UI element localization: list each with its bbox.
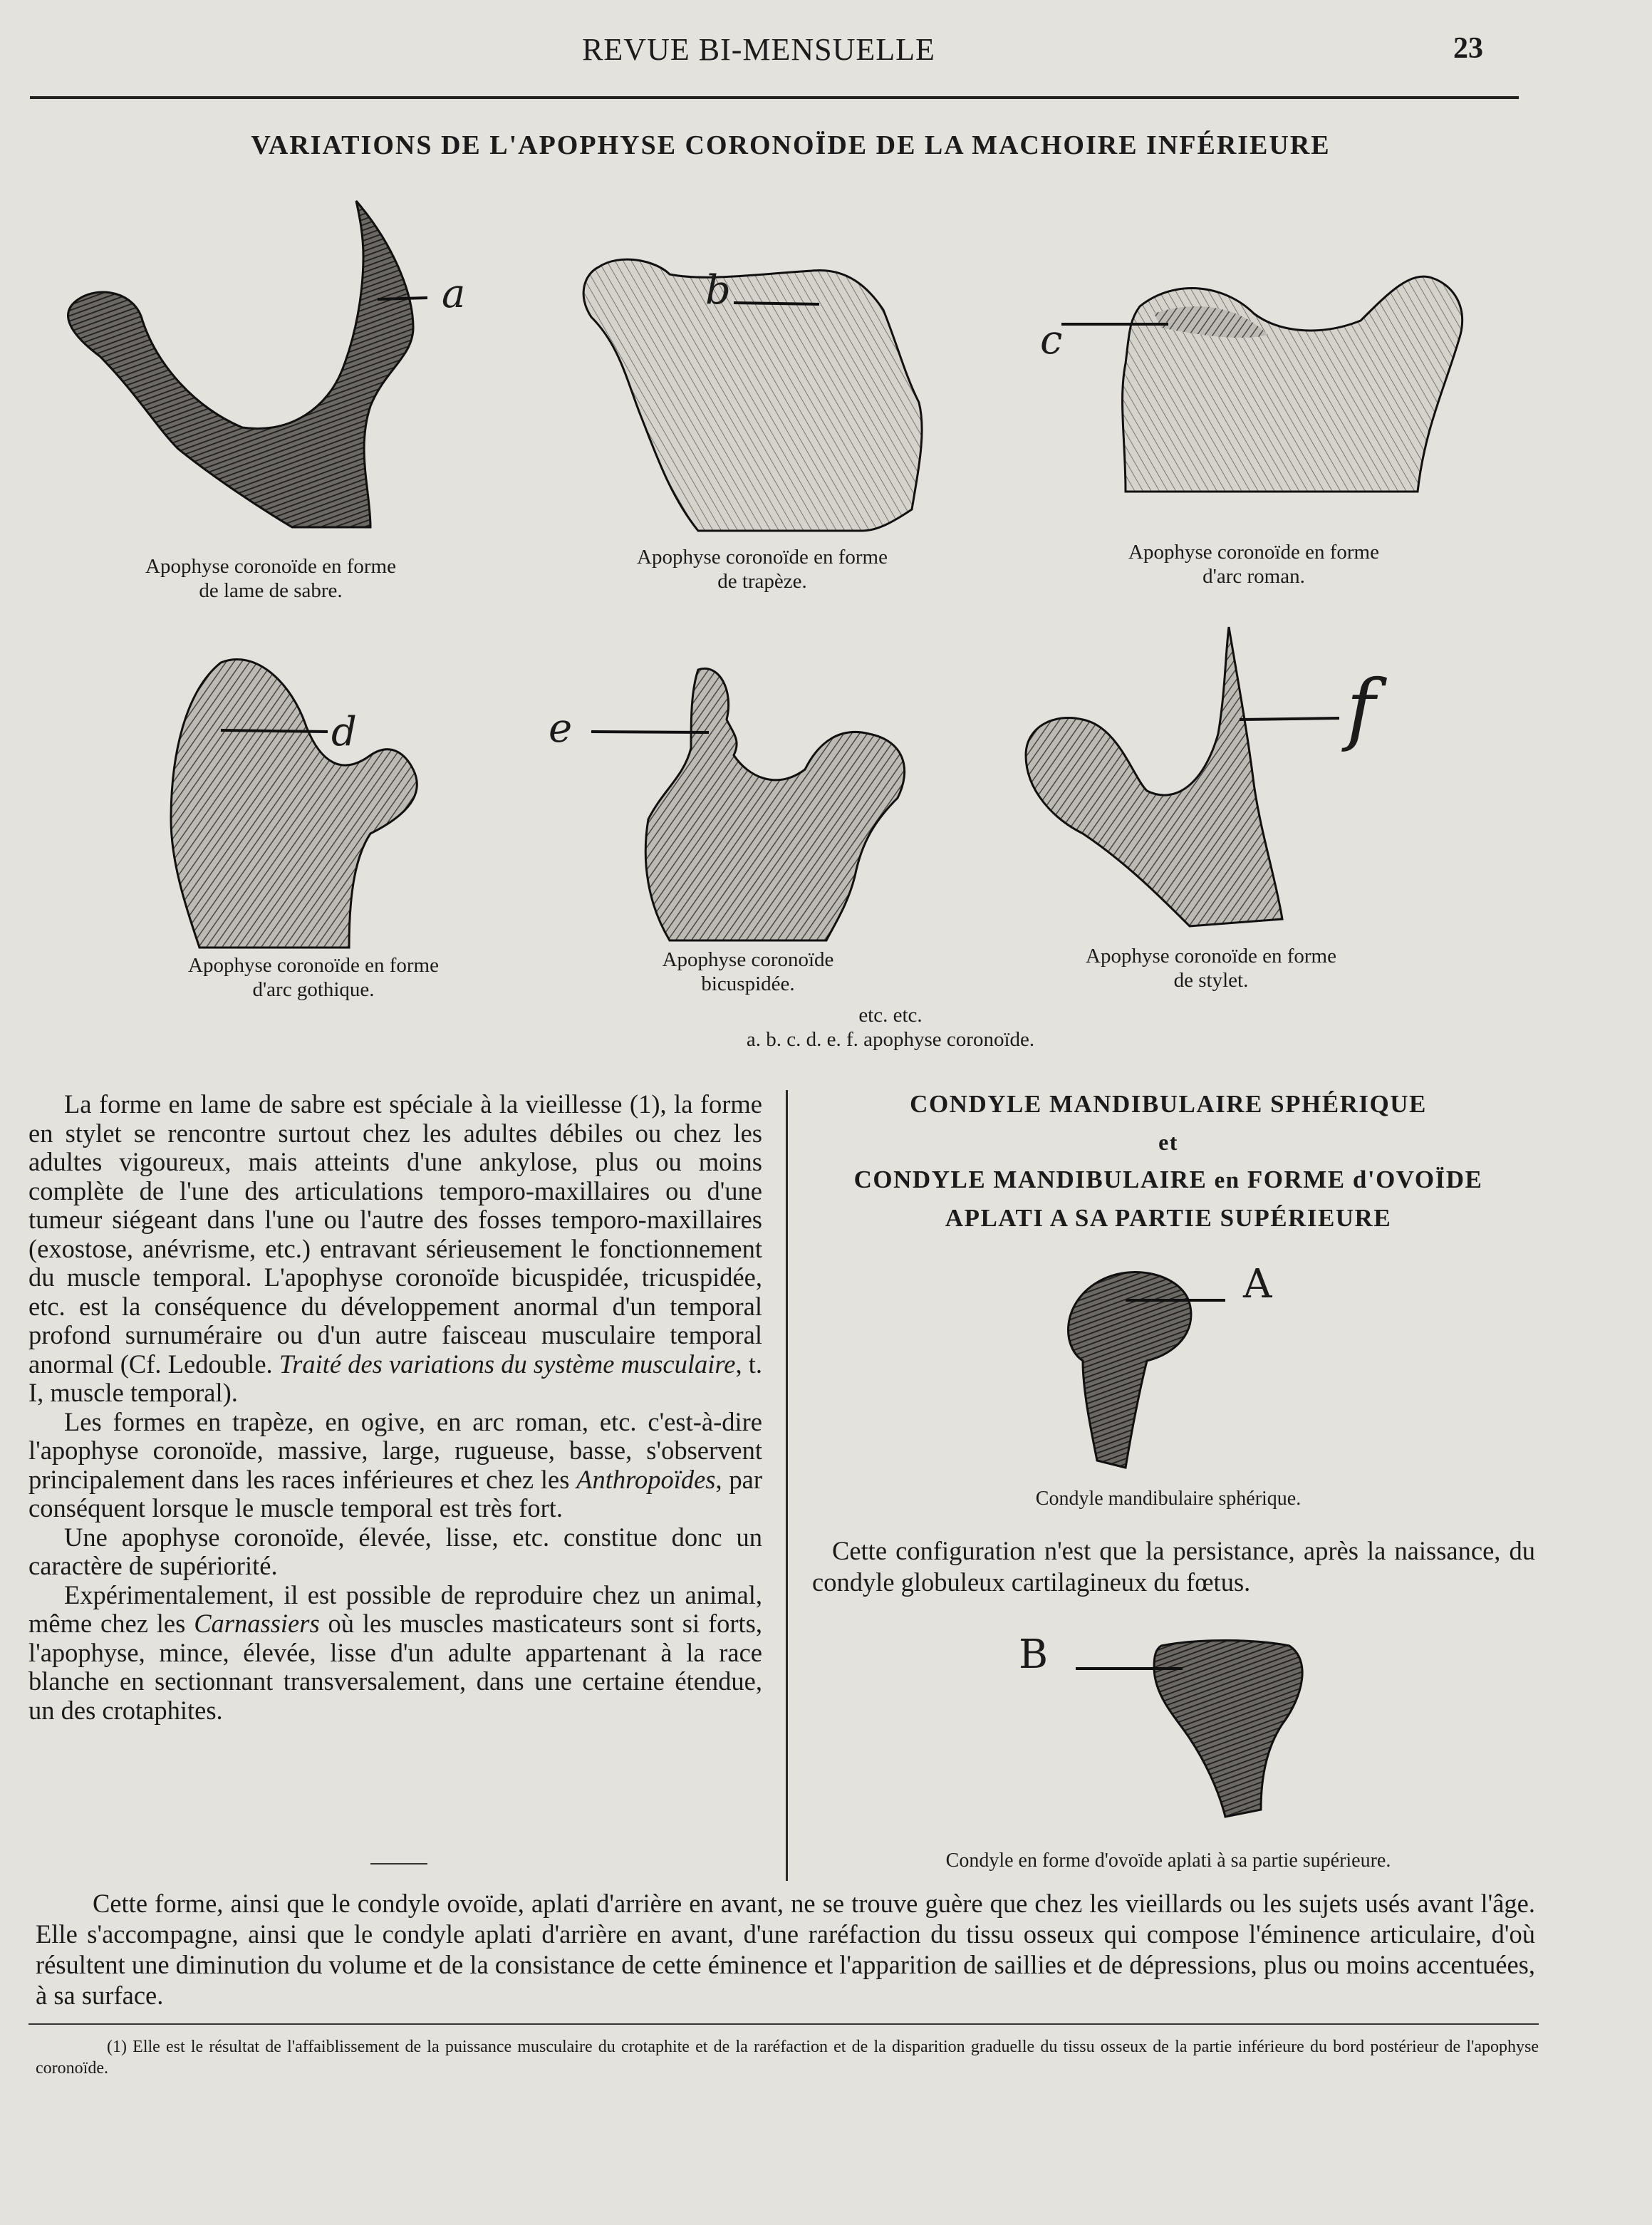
right-title-line1: CONDYLE MANDIBULAIRE SPHÉRIQUE [910,1090,1427,1118]
right-title-line2: et [1158,1129,1178,1155]
footnote-text: (1) Elle est le résultat de l'affaiblissement de la puissance musculaire du crotaphite et de la raréfaction et de la disparition graduelle du tissu osseux de la partie inférieure du bord postérieur de l'apophyse coronoïde. [36,2038,1539,2078]
figure-f-stylet [1012,620,1453,933]
text: où les muscles masticateurs sont si forts, l'apophyse, mince, élevée, lisse d'un adulte appartenant à la race blanche en sectionnant transversalement, dans une certaine étendue, un des crotaphites. [28,1609,763,1725]
figure-e-letter: e [549,705,573,752]
figure-c-arc-roman [1040,256,1482,527]
paragraph [28,1090,762,1408]
figure-condyle-A [1054,1261,1272,1475]
text: , t. I, muscle temporal). [28,1349,762,1407]
left-column [28,1090,762,1725]
caption-line: Apophyse coronoïde [662,948,834,971]
right-title-line4: APLATI A SA PARTIE SUPÉRIEURE [945,1204,1392,1232]
footnote [36,2036,1539,2079]
running-title: REVUE BI-MENSUELLE [582,32,935,67]
figure-e-caption [563,948,933,996]
caption-line: Apophyse coronoïde en forme [188,954,439,977]
caption-line: d'arc gothique. [252,978,375,1001]
figure-a-caption [85,554,456,603]
caption-line: Apophyse coronoïde en forme [1086,945,1336,968]
figure-c-letter: c [1040,317,1063,363]
text: La forme en lame de sabre est spéciale à la vieillesse (1), la forme en stylet se rencontre surtout chez les adultes débiles ou chez les adultes vigoureux, mais atteints d'une ankylose, plus ou moins complète de l'une des articulations temporo-maxillaires ou d'une tumeur siégeant dans l'une ou l'autre des fosses temporo-maxillaires (exostose, anévrisme, etc.) entravant sérieusement le fonctionnement du muscle temporal. L'apophyse coronoïde bicuspidée, tricuspidée, etc. est la conséquence du développement anormal d'un temporal profond surnuméraire ou d'un autre faisceau musculaire temporal anormal (Cf. Ledouble. [28,1089,762,1379]
text: en [1214,1168,1240,1193]
caption-line: Apophyse coronoïde en forme [637,546,888,569]
footnote-rule [28,2023,1539,2025]
figure-d-letter: d [331,709,357,755]
figure-b-trapeze [577,253,947,538]
caption-line: Apophyse coronoïde en forme [145,555,396,578]
page-number: 23 [1453,32,1483,65]
paragraph [28,1408,762,1523]
figure-d-arc-gothique [157,648,556,955]
figure-legend [427,1003,1354,1052]
figure-f-caption [1026,944,1396,992]
paragraph: Une apophyse coronoïde, élevée, lisse, etc. constitue donc un caractère de supériorité. [28,1522,762,1580]
header-rule [30,96,1519,99]
figure-f-letter: f [1346,663,1376,754]
figure-b-letter: b [705,267,731,313]
legend-line: etc. etc. [858,1004,923,1027]
italic-text: Anthropoïdes [576,1464,716,1494]
caption-line: bicuspidée. [701,973,795,995]
figure-B-caption: Condyle en forme d'ovoïde aplati à sa partie supérieure. [945,1850,1391,1872]
section-dash [370,1863,427,1864]
italic-text: Carnassiers [194,1609,320,1638]
caption-line: Apophyse coronoïde en forme [1128,541,1379,564]
paragraph [28,1581,762,1726]
text: Expérimentalement, il est possible de reproduire chez un animal, même chez les [28,1580,762,1638]
text: FORME [1247,1166,1346,1193]
text: Les formes en trapèze, en ogive, en arc roman, etc. c'est-à-dire l'apophyse coronoïde, massive, large, rugueuse, basse, s'observent principalement dans les races inférieures et chez les [28,1406,762,1494]
caption-line: de stylet. [1173,969,1249,992]
legend-line: a. b. c. d. e. f. apophyse coronoïde. [746,1028,1035,1051]
figure-a-sabre [57,192,499,534]
figure-A-caption: Condyle mandibulaire sphérique. [1035,1488,1302,1510]
caption-line: de trapèze. [717,570,807,593]
figure-condyle-B [1076,1632,1332,1824]
paragraph: Cette forme, ainsi que le condyle ovoïde, aplati d'arrière en avant, ne se trouve guère que chez les vieillards ou les sujets usés avant l'âge. Elle s'accompagne, ainsi que le condyle aplati d'arrière en avant, d'une raréfaction du tissu osseux qui compose l'éminence articulaire, d'où résultent une diminution du volume et de la consistance de cette éminence et l'apparition de saillies et de dépressions, plus ou moins accentuées, à sa surface. [36,1889,1535,2010]
right-paragraph: Cette configuration n'est que la persistance, après la naissance, du condyle globuleux cartilagineux du fœtus. [812,1536,1535,1597]
caption-line: de lame de sabre. [199,579,343,602]
right-title-line3 [791,1166,1546,1194]
figure-a-letter: a [442,271,466,317]
bottom-paragraph [36,1888,1535,2011]
figure-B-letter: B [1019,1632,1049,1678]
caption-line: d'arc roman. [1202,565,1305,588]
figure-e-bicuspidee [549,663,976,948]
text: d'OVOÏDE [1352,1166,1483,1193]
text: CONDYLE MANDIBULAIRE [853,1166,1207,1193]
text: , par conséquent lorsque le muscle temporal est très fort. [28,1464,763,1523]
column-rule [786,1090,788,1881]
figure-c-caption [1069,540,1439,588]
figure-b-caption [570,545,955,593]
figure-A-letter: A [1243,1261,1272,1307]
main-title: VARIATIONS DE L'APOPHYSE CORONOÏDE DE LA MACHOIRE INFÉRIEURE [251,130,1331,160]
italic-text: Traité des variations du système musculaire [279,1349,736,1379]
figure-d-caption [128,953,499,1002]
